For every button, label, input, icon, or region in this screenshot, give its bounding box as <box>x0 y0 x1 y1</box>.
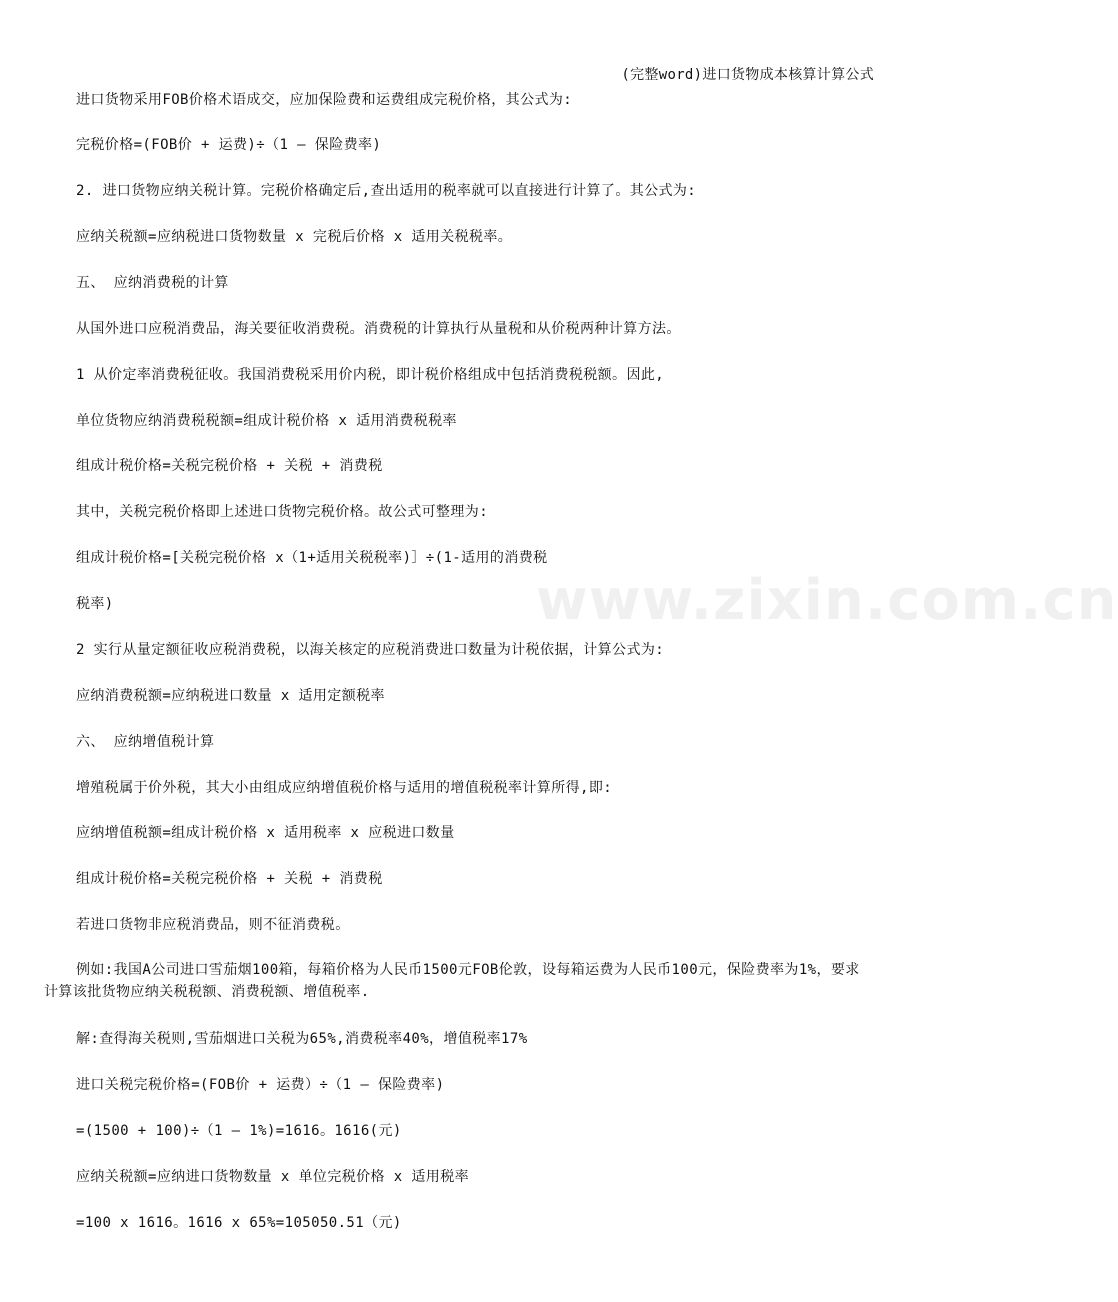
section-heading-consumption-tax: 五、 应纳消费税的计算 <box>76 275 229 291</box>
watermark-text: www.zixin.com.cn <box>536 568 1118 633</box>
paragraph-ad-valorem: 1 从价定率消费税征收。我国消费税采用价内税，即计税价格组成中包括消费税税额。因此, <box>76 367 665 383</box>
solution-line: 解:查得海关税则,雪茄烟进口关税为65%,消费税率40%，增值税率17% <box>76 1031 528 1047</box>
formula-vat-composite-price: 组成计税价格=关税完税价格 + 关税 + 消费税 <box>76 871 383 887</box>
solution-line: =100 x 1616。1616 x 65%=105050.51（元) <box>76 1215 402 1231</box>
paragraph-specific-tax: 2 实行从量定额征收应税消费税，以海关核定的应税消费进口数量为计税依据，计算公式为: <box>76 642 665 658</box>
formula-composite-price-expanded: 组成计税价格=[关税完税价格 x（1+适用关税税率)］÷(1-适用的消费税 <box>76 550 548 566</box>
formula-composite-price: 组成计税价格=关税完税价格 + 关税 + 消费税 <box>76 458 383 474</box>
solution-line: =(1500 + 100)÷（1 – 1%)=1616。1616(元) <box>76 1123 402 1139</box>
formula-customs-value: 完税价格=(FOB价 + 运费)÷（1 – 保险费率) <box>76 137 382 153</box>
document-header: (完整word)进口货物成本核算计算公式 <box>621 67 874 83</box>
formula-continuation: 税率) <box>76 596 114 612</box>
paragraph-consumption-tax: 从国外进口应税消费品，海关要征收消费税。消费税的计算执行从量税和从价税两种计算方法。 <box>76 321 681 337</box>
paragraph-note: 其中，关税完税价格即上述进口货物完税价格。故公式可整理为: <box>76 504 489 520</box>
example-paragraph: 例如:我国A公司进口雪茄烟100箱，每箱价格为人民币1500元FOB伦敦，设每箱运费为人民币100元，保险费率为1%，要求计算该批货物应纳关税税额、消费税额、增值税率. <box>44 962 860 1000</box>
paragraph-non-taxable: 若进口货物非应税消费品，则不征消费税。 <box>76 917 350 933</box>
intro-line: 进口货物采用FOB价格术语成交，应加保险费和运费组成完税价格，其公式为: <box>76 92 573 108</box>
solution-line: 进口关税完税价格=(FOB价 + 运费）÷（1 – 保险费率) <box>76 1077 445 1093</box>
paragraph-tariff-calc: 2. 进口货物应纳关税计算。完税价格确定后,查出适用的税率就可以直接进行计算了。其公式为: <box>76 183 697 199</box>
formula-specific-tax: 应纳消费税额=应纳税进口数量 x 适用定额税率 <box>76 688 385 704</box>
paragraph-vat: 增殖税属于价外税，其大小由组成应纳增值税价格与适用的增值税税率计算所得,即: <box>76 780 613 796</box>
formula-tariff-amount: 应纳关税额=应纳税进口货物数量 x 完税后价格 x 适用关税税率。 <box>76 229 513 245</box>
formula-vat-amount: 应纳增值税额=组成计税价格 x 适用税率 x 应税进口数量 <box>76 825 455 841</box>
section-heading-vat: 六、 应纳增值税计算 <box>76 734 215 750</box>
solution-line: 应纳关税额=应纳进口货物数量 x 单位完税价格 x 适用税率 <box>76 1169 469 1185</box>
formula-unit-consumption-tax: 单位货物应纳消费税税额=组成计税价格 x 适用消费税税率 <box>76 413 457 429</box>
